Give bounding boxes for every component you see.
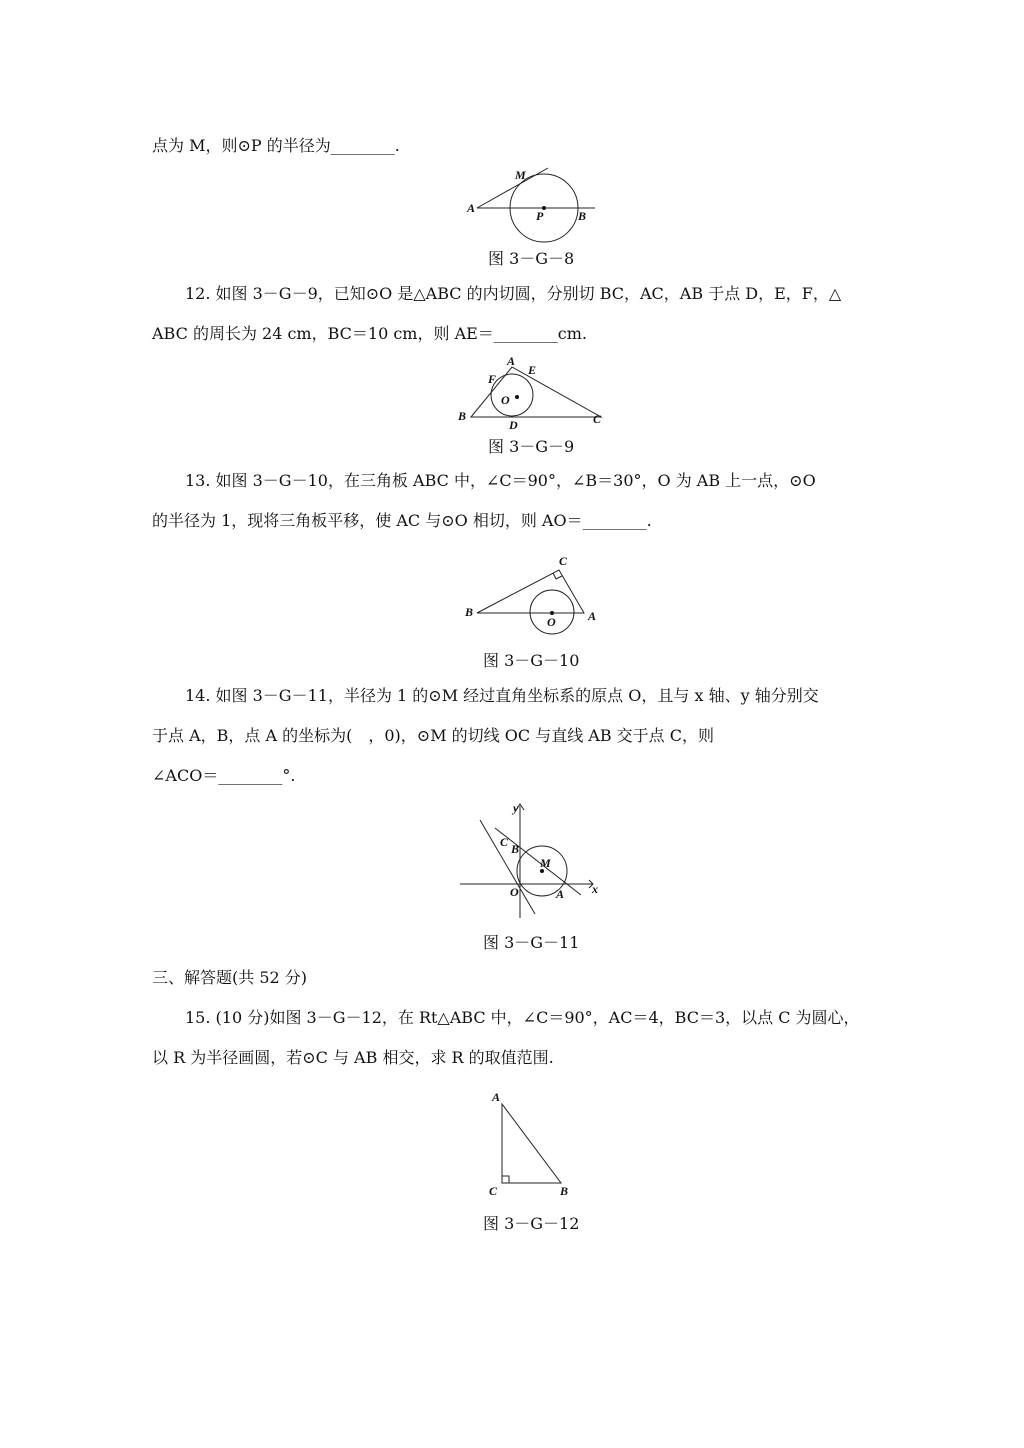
label-b: B bbox=[560, 1184, 569, 1198]
caption-3-g-12: 图 3－G－12 bbox=[483, 1214, 580, 1233]
label-a: A bbox=[507, 354, 516, 368]
label-a: A bbox=[588, 609, 597, 623]
figure-3-g-8 bbox=[460, 165, 610, 245]
section-3-heading: 三、解答题(共 52 分) bbox=[152, 968, 308, 987]
label-f: F bbox=[488, 372, 497, 386]
figure-3-g-10 bbox=[455, 550, 615, 640]
label-m: M bbox=[515, 168, 526, 182]
triangle-abc bbox=[502, 1104, 561, 1183]
q12-line1: 12. 如图 3－G－9，已知⊙O 是△ABC 的内切圆，分别切 BC，AC，AB 于点 D，E，F，△ bbox=[185, 284, 842, 303]
label-m: M bbox=[540, 856, 551, 870]
label-c: C bbox=[593, 412, 602, 426]
figure-3-g-12 bbox=[480, 1085, 590, 1205]
q14-line1: 14. 如图 3－G－11，半径为 1 的⊙M 经过直角坐标系的原点 O，且与 x 轴、y 轴分别交 bbox=[185, 686, 819, 705]
label-a: A bbox=[467, 201, 476, 215]
right-angle-mark bbox=[502, 1176, 509, 1183]
caption-3-g-9: 图 3－G－9 bbox=[488, 437, 575, 456]
label-e: E bbox=[528, 363, 537, 377]
label-c: C bbox=[559, 554, 568, 568]
label-b: B bbox=[458, 409, 467, 423]
figure-3-g-11 bbox=[455, 800, 605, 920]
tangent-line-am bbox=[477, 168, 548, 208]
label-x: x bbox=[592, 882, 598, 896]
caption-3-g-8: 图 3－G－8 bbox=[488, 249, 575, 268]
label-a: A bbox=[556, 887, 565, 901]
label-b: B bbox=[511, 842, 520, 856]
right-angle-mark bbox=[553, 573, 562, 579]
q12-line2: ABC 的周长为 24 cm，BC＝10 cm，则 AE＝________cm. bbox=[152, 324, 588, 343]
label-a: A bbox=[492, 1090, 501, 1104]
label-c: C bbox=[500, 835, 509, 849]
center-o-dot bbox=[515, 395, 519, 399]
caption-3-g-11: 图 3－G－11 bbox=[483, 933, 580, 952]
label-o: O bbox=[501, 393, 510, 407]
label-y: y bbox=[513, 801, 519, 815]
figure-3-g-9 bbox=[455, 355, 615, 435]
q13-line1: 13. 如图 3－G－10，在三角板 ABC 中，∠C＝90°，∠B＝30°，O 为 AB 上一点，⊙O bbox=[185, 471, 816, 490]
caption-3-g-10: 图 3－G－10 bbox=[483, 651, 580, 670]
label-o: O bbox=[547, 615, 556, 629]
q15-line2: 以 R 为半径画圆，若⊙C 与 AB 相交，求 R 的取值范围. bbox=[152, 1048, 554, 1067]
q13-line2: 的半径为 1，现将三角板平移，使 AC 与⊙O 相切，则 AO＝________. bbox=[152, 511, 652, 530]
q15-line1: 15. (10 分)如图 3－G－12，在 Rt△ABC 中，∠C＝90°，AC＝4，BC＝3，以点 C 为圆心， bbox=[185, 1008, 860, 1027]
q14-line3: ∠ACO＝________°. bbox=[152, 766, 296, 785]
incircle-o bbox=[491, 374, 533, 416]
label-p: P bbox=[536, 209, 544, 223]
label-o: O bbox=[510, 885, 519, 899]
q11-tail-text: 点为 M，则⊙P 的半径为________. bbox=[152, 136, 400, 155]
label-d: D bbox=[509, 418, 518, 432]
label-b: B bbox=[465, 605, 474, 619]
label-c: C bbox=[489, 1184, 498, 1198]
label-b: B bbox=[578, 209, 587, 223]
q14-line2: 于点 A，B，点 A 的坐标为( ，0)，⊙M 的切线 OC 与直线 AB 交于点 C，则 bbox=[152, 726, 715, 745]
